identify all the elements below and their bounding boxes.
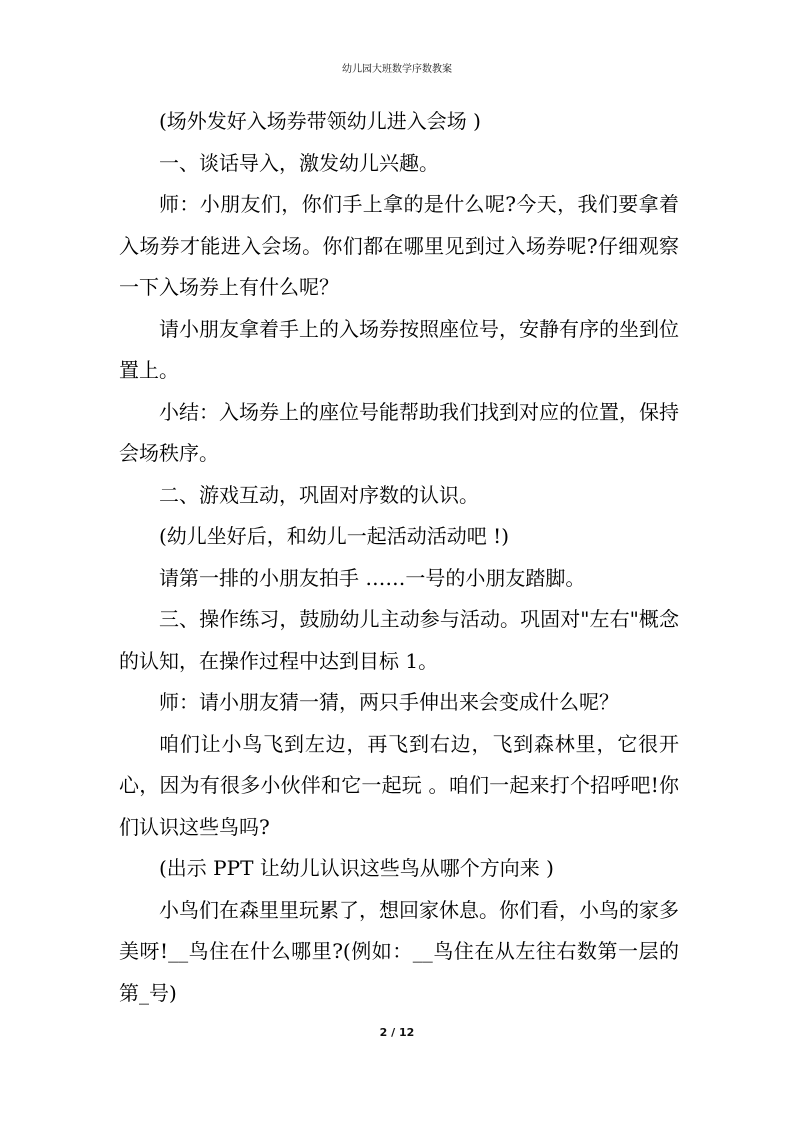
paragraph: 二、游戏互动，巩固对序数的认识。 bbox=[159, 482, 479, 507]
page-header bbox=[0, 60, 794, 75]
document-body bbox=[119, 101, 679, 1014]
paragraph: 请小朋友拿着手上的入场券按照座位号，安静有序的坐到位置上。 bbox=[119, 316, 679, 382]
paragraph: 一、谈话导入，激发幼儿兴趣。 bbox=[159, 150, 439, 175]
paragraph: 师：请小朋友猜一猜，两只手伸出来会变成什么呢？ bbox=[159, 690, 619, 714]
page-footer bbox=[0, 1026, 794, 1039]
paragraph: 小鸟们在森里里玩累了，想回家休息。你们看，小鸟的家多美呀!__鸟住在什么哪里?(例如：__鸟住在从左往右数第一层的第_号) bbox=[119, 897, 679, 1005]
paragraph: (出示 PPT 让幼儿认识这些鸟从哪个方向来 ) bbox=[159, 856, 554, 880]
document-title: 幼儿园大班数学序数教案 bbox=[342, 64, 452, 75]
paragraph: 三、操作练习，鼓励幼儿主动参与活动。巩固对"左右"概念的认知，在操作过程中达到目标 1。 bbox=[119, 607, 679, 673]
paragraph: 请第一排的小朋友拍手 ……一号的小朋友踏脚。 bbox=[159, 565, 586, 590]
paragraph: 小结：入场券上的座位号能帮助我们找到对应的位置，保持会场秩序。 bbox=[119, 399, 679, 465]
paragraph: 咱们让小鸟飞到左边，再飞到右边，飞到森林里，它很开心，因为有很多小伙伴和它一起玩 。咱们一起来打个招呼吧!你们认识这些鸟吗? bbox=[119, 731, 679, 839]
page-number: 2 / 12 bbox=[379, 1026, 415, 1039]
paragraph: (场外发好入场券带领幼儿进入会场 ) bbox=[159, 109, 481, 133]
paragraph: (幼儿坐好后，和幼儿一起活动活动吧 !) bbox=[159, 524, 509, 548]
paragraph: 师：小朋友们，你们手上拿的是什么呢?今天，我们要拿着入场券才能进入会场。你们都在哪里见到过入场券呢?仔细观察一下入场券上有什么呢？ bbox=[119, 192, 679, 299]
